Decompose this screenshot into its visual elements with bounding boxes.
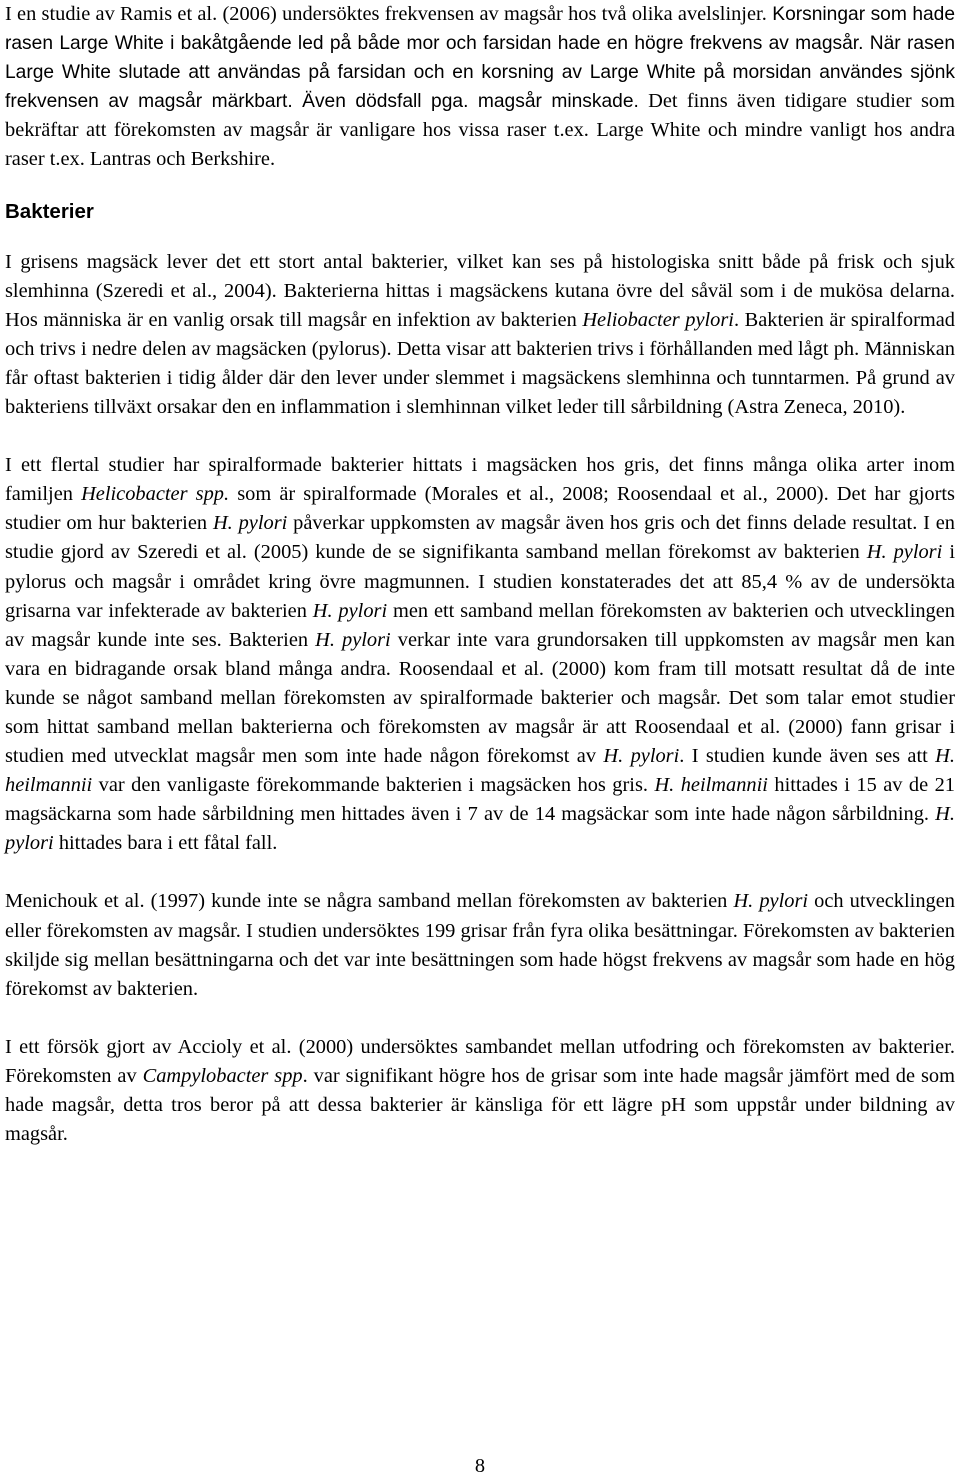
text-segment: . Bakterien är spiralformad och trivs i nedre delen av magsäcken (pylorus). Detta visar att bakterien trivs i förhållanden med lågt ph. Människan får oftast bakterien i tidig ålder där den lever under slemmet i magsäckens slemhinna och tunntarmen. På grund av bakteriens tillväxt orsakar den en inflammation i slemhinnan vilket leder till sårbildning (Astra Zeneca, 2010). <box>5 308 955 419</box>
species-name: H. pylori <box>312 599 388 622</box>
text-segment: Menichouk et al. (1997) kunde inte se några samband mellan förekomsten av bakterien <box>5 890 734 913</box>
section-heading-bakterier: Bakterier <box>5 199 94 223</box>
paragraph-pig-studies <box>5 451 955 858</box>
text-segment: som är spiralformade (Morales et al., 2008; Roosendaal et al., 2000). Det har gjorts studier om hur bakterien <box>5 483 955 535</box>
spacer <box>5 175 955 197</box>
paragraph-menichouk <box>5 887 955 1003</box>
species-name: Heliobacter pylori <box>582 308 734 331</box>
text-segment: . I studien kunde även ses att <box>679 745 936 768</box>
species-name: H. pylori <box>315 628 391 651</box>
text-segment: I ett försök gjort av Accioly et al. (2000) undersöktes sambandet mellan utfodring och förekomsten av bakterier. Förekomsten av <box>5 1035 955 1087</box>
text-segment: var den vanligaste förekommande bakterien i magsäcken hos gris. <box>92 774 655 797</box>
paragraph-breed-study-sentence-3: När rasen Large White slutade att användas på farsidan och en korsning av Large White på morsidan användes sjönk frekvensen av magsår märkbart. Även dödsfall pga. magsår minskade. <box>5 33 956 113</box>
text-segment: I ett flertal studier har spiralformade bakterier hittats i magsäcken hos gris, det finns många olika arter inom familjen <box>5 454 955 506</box>
text-segment: hittades bara i ett fåtal fall. <box>53 832 278 855</box>
spacer <box>5 422 955 451</box>
document-body <box>5 0 955 1149</box>
text-segment: . var signifikant högre hos de grisar som inte hade magsår jämfört med de som hade magsår, detta tros beror på att dessa bakterier är känsliga för ett lägre pH som uppstår under bildning av magsår. <box>5 1064 955 1146</box>
text-segment: verkar inte vara grundorsaken till uppkomsten av magsår men kan vara en bidragande orsak bland många andra. Roosendaal et al. (2000) kom fram till motsatt resultat då de inte kunde se något samband mellan förekomsten av spiralformade bakterier och magsår. Det som talar emot studier som hittat samband mellan bakterierna och förekomsten av magsår är att Roosendaal et al. (2000) fann grisar i studien med utvecklat magsår men som inte hade någon förekomst av <box>5 628 955 768</box>
text-segment: påverkar uppkomsten av magsår även hos gris och det finns delade resultat. I en studie gjord av Szeredi et al. (2005) kunde de se signifikanta samband mellan förekomst av bakterien <box>5 512 956 564</box>
species-name: H. pylori <box>212 512 288 535</box>
spacer <box>5 1004 955 1033</box>
paragraph-breed-study-sentence-1: I en studie av Ramis et al. (2006) undersöktes frekvensen av magsår hos två olika avelslinjer. <box>5 3 767 25</box>
species-name: H. pylori <box>733 890 809 913</box>
text-segment: i pylorus och magsår i området kring övre magmunnen. I studien konstaterades det att 85,4 % av de undersökta grisarna var infekterade av bakterien <box>5 541 955 622</box>
text-segment: och utvecklingen eller förekomsten av magsår. I studien undersöktes 199 grisar från fyra olika besättningar. Förekomsten av bakterien skiljde sig mellan besättningarna och det var inte besättningen som hade högst frekvens av magsår som hade en hög förekomst av bakterien. <box>5 890 955 1000</box>
species-name: H. heilmannii <box>5 745 955 797</box>
paragraph-breed-study-sentence-4: Det finns även tidigare studier som bekräftar att förekomsten av magsår är vanligare hos vissa raser t.ex. Large White och mindre vanligt hos andra raser t.ex. Lantras och Berkshire. <box>5 90 955 171</box>
species-name: H. pylori <box>5 803 955 855</box>
paragraph-breed-study <box>5 0 955 175</box>
species-name: H. heilmannii <box>654 774 768 797</box>
page-number: 8 <box>474 1455 486 1477</box>
species-name: H. pylori <box>603 745 680 768</box>
spacer <box>5 858 955 887</box>
paragraph-accioly <box>5 1033 955 1149</box>
species-name: Campylobacter spp <box>142 1064 303 1087</box>
text-segment: I grisens magsäck lever det ett stort antal bakterier, vilket kan ses på histologiska snitt både på frisk och sjuk slemhinna (Szeredi et al., 2004). Bakterierna hittas i magsäckens kutana övre del såväl som i de mukösa delarna. Hos människa är en vanlig orsak till magsår en infektion av bakterien <box>5 250 955 331</box>
paragraph-bacteria-intro <box>5 248 955 423</box>
species-name: H. pylori <box>866 541 943 564</box>
species-name: Helicobacter spp. <box>81 483 230 506</box>
paragraph-breed-study-sentence-2: Korsningar som hade rasen Large White i bakåtgående led på både mor och farsidan hade en högre frekvens av magsår. <box>5 4 956 55</box>
text-segment: men ett samband mellan förekomsten av bakterien och utvecklingen av magsår kunde inte ses. Bakterien <box>5 599 956 651</box>
spacer <box>5 226 955 248</box>
text-segment: hittades i 15 av de 21 magsäckarna som hade sårbildning men hittades även i 7 av de 14 magsäckar som inte hade någon sårbildning. <box>5 774 956 826</box>
